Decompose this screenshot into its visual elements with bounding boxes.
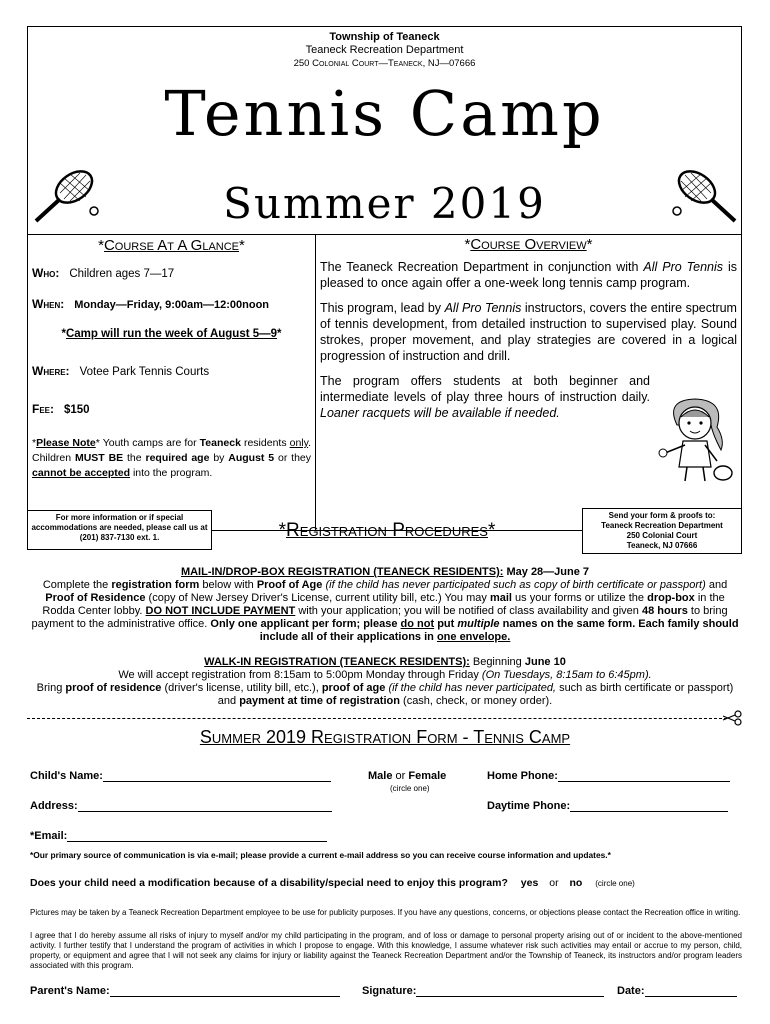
letterhead [28, 27, 741, 70]
no-option[interactable]: no [569, 877, 583, 889]
girl-tennis-player-icon [655, 395, 735, 485]
overview-paragraph-3: The program offers students at both beginner and intermediate levels of play three hours of instruction daily. Loaner racquets will be available if needed. [320, 374, 650, 420]
yes-option[interactable]: yes [520, 877, 539, 889]
parent-name-field[interactable]: Parent's Name: [30, 985, 340, 997]
course-at-a-glance [28, 235, 316, 531]
gender-circle-hint: (circle one) [390, 784, 430, 793]
child-name-field[interactable]: Child's Name: [30, 770, 331, 782]
tennis-racquet-left-icon [30, 169, 100, 224]
modification-question: Does your child need a modification because of a disability/special need to enjoy this program? yes or no (circle one) [30, 877, 635, 889]
pictures-notice: Pictures may be taken by a Teaneck Recreation Department employee to be use for publicity purposes. If you have any questions, concerns, or objections please contact the Recreation office in writing. [30, 908, 741, 917]
glance-heading: *Course At A Glance* [98, 237, 245, 254]
liability-waiver: I agree that I do hereby assume all risks of injury to myself and/or my child participating in the program, and of loss or damage to personal property arising out of or incident to the above-mentioned activity. I further testify that I understand the program of activities in which I propose to engage. With this knowledge, I assume whatever risk such activities may entail or accrue to my person, child, property, or equipment and agree that I will not seek any claims for injury or liability against the Teaneck Recreation Department and/or the Township of Teaneck, its instructors and/or program leaders associated with this program. [30, 931, 742, 970]
gender-choice[interactable]: Male or Female [368, 770, 447, 782]
signature-field[interactable]: Signature: [362, 985, 604, 997]
address-field[interactable]: Address: [30, 800, 332, 812]
send-to-box: Send your form & proofs to: Teaneck Recreation Department 250 Colonial Court Teaneck, NJ 07666 [582, 508, 742, 554]
daytime-phone-field[interactable]: Daytime Phone: [487, 800, 728, 812]
where-row: Where: Votee Park Tennis Courts [32, 364, 210, 378]
flyer-top-box [27, 26, 742, 531]
walk-in-text: We will accept registration from 8:15am to 5:00pm Monday through Friday (On Tuesdays, 8:15am to 6:45pm). Bring proof of residence (driver's license, utility bill, etc.), proof of age (if the child has never participated, such as birth certificate or passport) and payment at time of registration (cash, check, or money order). [36, 669, 734, 707]
overview-paragraph-1: The Teaneck Recreation Department in conjunction with All Pro Tennis is pleased to once again offer a one-week long tennis camp program. [320, 260, 737, 290]
department-address: 250 Colonial Court—Teaneck, NJ—07666 [293, 58, 476, 69]
email-field[interactable]: *Email: [30, 830, 327, 842]
info-columns [28, 234, 741, 531]
home-phone-field[interactable]: Home Phone: [487, 770, 730, 782]
scissors-icon [722, 710, 744, 726]
mail-in-section: MAIL-IN/DROP-BOX REGISTRATION (TEANECK RESIDENTS): May 28—June 7 Complete the registration form below with Proof of Age (if the child has never participated such as copy of birth certificate or passport) and Proof of Residence (copy of New Jersey Driver's License, current utility bill, etc.) You may mail us your forms or utilize the drop-box in the Rodda Center lobby. DO NOT INCLUDE PAYMENT with your application; you will be notified of class availability and given 48 hours to bring payment to the administrative office. Only one applicant per form; please do not put multiple names on the same form. Each family should include all of their applications in one envelope. [31, 566, 739, 643]
walk-in-section: WALK-IN REGISTRATION (TEANECK RESIDENTS): Beginning June 10 We will accept registration from 8:15am to 5:00pm Monday through Friday (On Tuesdays, 8:15am to 6:45pm). Bring proof of residence (driver's license, utility bill, etc.), proof of age (if the child has never participated, such as birth certificate or passport) and payment at time of registration (cash, check, or money order). [30, 656, 740, 708]
overview-paragraph-2: This program, lead by All Pro Tennis instructors, covers the entire spectrum of tennis development, from detailed instruction to supervised play. Sound strokes, proper movement, and play strategies are covered in a logical progression of instruction and drill. [320, 301, 737, 363]
fee-row: Fee: $150 [32, 402, 90, 416]
registration-title: *Registration Procedures* [278, 520, 496, 541]
course-overview [316, 235, 741, 531]
residency-note: *Please Note* Youth camps are for Teaneck residents only. Children MUST BE the required age by August 5 or they cannot be accepted into the program. [32, 437, 312, 479]
mail-in-text: Complete the registration form below with Proof of Age (if the child has never participated such as copy of birth certificate or passport) and Proof of Residence (copy of New Jersey Driver's License, current utility bill, etc.) You may mail us your forms or utilize the drop-box in the Rodda Center lobby. DO NOT INCLUDE PAYMENT with your application; you will be notified of class availability and given 48 hours to bring payment to the administrative office. Only one applicant per form; please do not put multiple names on the same form. Each family should include all of their applications in one envelope. [31, 579, 739, 643]
date-field[interactable]: Date: [617, 985, 737, 997]
township-name: Township of Teaneck [329, 31, 440, 43]
when-row: When: Monday—Friday, 9:00am—12:00noon [32, 297, 270, 311]
department-name: Teaneck Recreation Department [305, 44, 464, 56]
camp-week: *Camp will run the week of August 5—9* [61, 328, 282, 340]
info-box: For more information or if special accommodations are needed, please call us at (201) 837-7130 ext. 1. [27, 510, 212, 550]
registration-procedures-bar [27, 510, 742, 550]
cut-line [27, 718, 727, 719]
email-note: *Our primary source of communication is via e-mail; please provide a current e-mail address so you can receive course information and updates.* [30, 850, 611, 860]
page-title: Tennis Camp [164, 77, 605, 150]
page-subtitle: Summer 2019 [223, 179, 546, 228]
form-title: Summer 2019 Registration Form - Tennis Camp [199, 727, 571, 747]
tennis-racquet-right-icon [671, 169, 741, 224]
who-row: Who: Children ages 7—17 [32, 266, 175, 280]
overview-heading: *Course Overview* [464, 236, 593, 253]
